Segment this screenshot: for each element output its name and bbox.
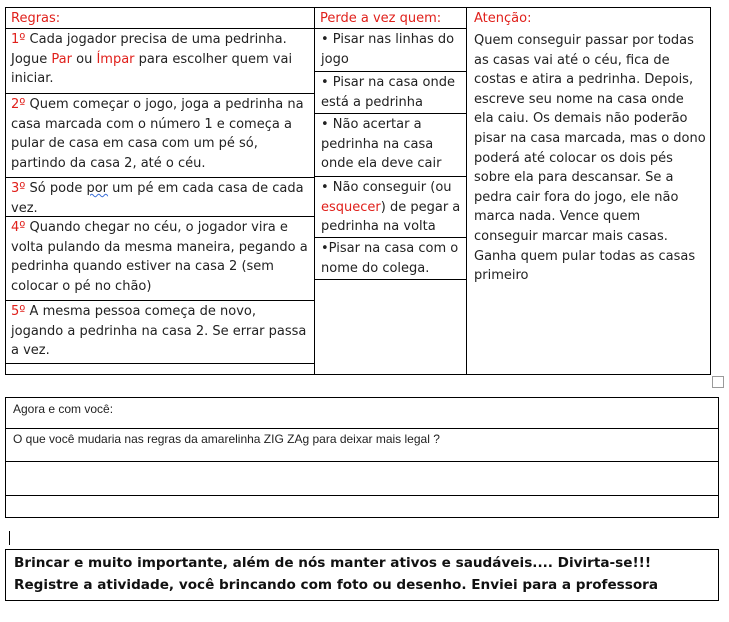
atencao-column (467, 8, 710, 374)
rule-1-post: para escolher quem vai iniciar. (11, 51, 293, 86)
perde-item-1: • Pisar nas linhas do jogo (315, 29, 466, 72)
rule-3-por: por (86, 181, 109, 196)
closing-line-1: Brincar e muito importante, além de nós manter ativos e saudáveis.... Divirta-se!!! (14, 555, 652, 571)
perde-item-3: • Não acertar a pedrinha na casa onde ela deve cair (315, 114, 466, 177)
regras-column (6, 8, 315, 374)
rule-4-text: Quando chegar no céu, o jogador vira e volta pulando da mesma maneira, pegando a pedrinha quando estiver na casa 2 (sem colocar o pé no chão) (11, 220, 308, 294)
closing-line-2: Registre a atividade, você brincando com foto ou desenho. Enviei para a professora (14, 576, 659, 593)
answer-line-2[interactable] (6, 496, 718, 517)
rule-3 (6, 178, 314, 217)
atencao-body (467, 28, 710, 288)
regras-header: Regras: (6, 8, 314, 29)
atencao-header: Atenção: (474, 11, 532, 26)
text-cursor (9, 531, 10, 545)
atencao-text: Quem conseguir passar por todas as casas vai até o céu, fica de costas e atira a pedrinha. Depois, escreve seu nome na casa onde ela caiu. Os demais não poderão pisar na casa marcada, mas o dono poderá até colocar os dois pés sobre ela para descansar. Se a pedra cair fora do jogo, ele não marca nada. Vence quem conseguir marcar mais casas. (474, 33, 706, 244)
activity-table (5, 397, 719, 518)
rule-1 (6, 29, 314, 94)
perde-item-4-red: esquecer (321, 199, 381, 215)
rule-2-number: 2º (11, 97, 26, 112)
activity-question: O que você mudaria nas regras da amarelinha ZIG ZAg para deixar mais legal ? (6, 429, 718, 462)
rule-3-pre: Só pode (25, 181, 87, 196)
rule-4 (6, 217, 314, 301)
rule-5 (6, 301, 314, 364)
rule-4-number: 4º (11, 220, 26, 235)
rule-1-number: 1º (11, 32, 26, 47)
perde-item-4-post: ) de pegar a pedrinha na volta (321, 199, 461, 234)
rule-5-number: 5º (11, 304, 26, 319)
perde-item-5: •Pisar na casa com o nome do colega. (315, 238, 466, 280)
perde-item-2: • Pisar na casa onde está a pedrinha (315, 72, 466, 114)
activity-intro: Agora e com você: (6, 398, 718, 429)
rule-2 (6, 94, 314, 178)
perde-header: Perde a vez quem: (315, 8, 466, 29)
rule-3-post: um pé em cada casa de cada vez. (11, 181, 304, 216)
rule-3-number: 3º (11, 181, 26, 196)
closing-box (5, 549, 719, 601)
rule-1-mid: ou (72, 51, 97, 67)
rule-2-text: Quem começar o jogo, joga a pedrinha na casa marcada com o número 1 e começa a pular de casa em casa com um pé só, partindo da casa 2, até o céu. (11, 97, 304, 171)
perde-column (315, 8, 467, 374)
table-resize-handle[interactable] (712, 376, 724, 388)
answer-line-1[interactable] (6, 462, 718, 496)
rule-1-impar: Ímpar (96, 51, 135, 67)
rules-table (5, 7, 711, 375)
perde-item-4-pre: • Não conseguir (ou (321, 180, 452, 195)
rule-5-text: A mesma pessoa começa de novo, jogando a pedrinha na casa 2. Se errar passa a vez. (11, 304, 307, 358)
rule-1-pre: Cada jogador precisa de uma pedrinha. Jogue (11, 32, 287, 67)
rule-1-par: Par (51, 51, 72, 67)
perde-item-4 (315, 177, 466, 238)
atencao-extra: Ganha quem pular todas as casas primeiro (474, 248, 696, 284)
